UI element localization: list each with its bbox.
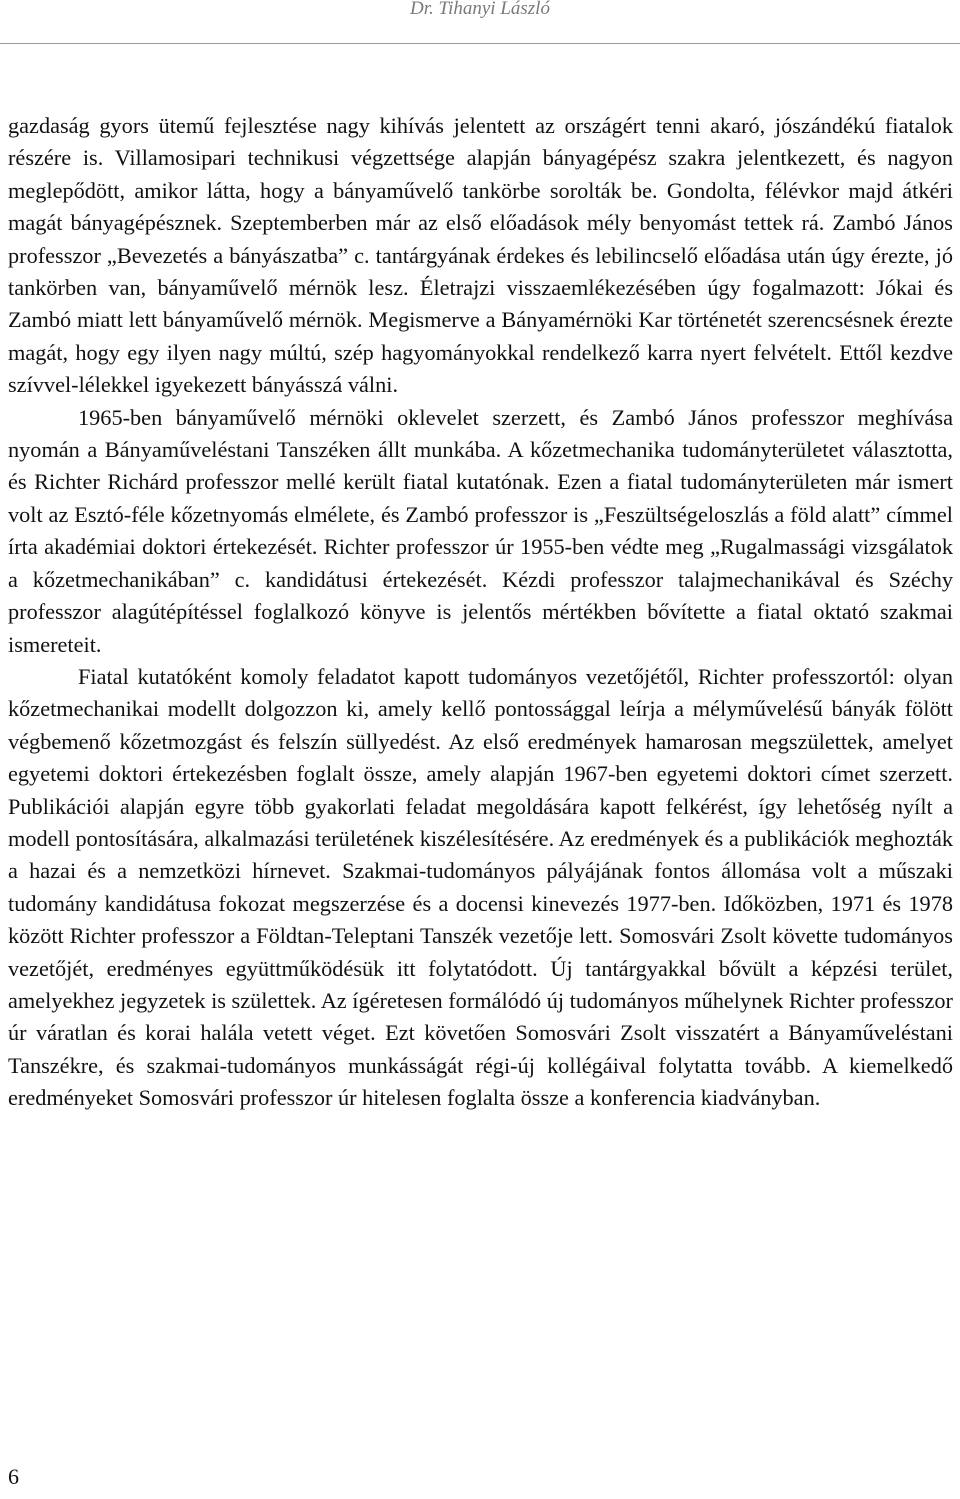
header-divider	[0, 43, 960, 44]
page-body	[8, 110, 953, 1115]
body-paragraph: Fiatal kutatóként komoly feladatot kapott tudományos vezetőjétől, Richter professzortól: olyan kőzetmechanikai modellt dolgozzon ki, amely kellő pontossággal leírja a mélyművelésű bányák fölött végbemenő kőzetmozgást és felszín süllyedést. Az első eredmények hamarosan megszülettek, amelyet egyetemi doktori értekezésben foglalt össze, amely alapján 1967-ben egyetemi doktori címet szerzett. Publikációi alapján egyre több gyakorlati feladat megoldására kapott felkérést, így lehetőség nyílt a modell pontosítására, alkalmazási területének kiszélesítésére. Az eredmények és a publikációk meghozták a hazai és a nemzetközi hírnevet. Szakmai-tudományos pályájának fontos állomása volt a műszaki tudomány kandidátusa fokozat megszerzése és a docensi kinevezés 1977-ben. Időközben, 1971 és 1978 között Richter professzor a Földtan-Teleptani Tanszék vezetője lett. Somosvári Zsolt követte tudományos vezetőjét, eredményes együttműködésük itt folytatódott. Új tantárgyakkal bővült a képzési terület, amelyekhez jegyzetek is születtek. Az ígéretesen formálódó új tudományos műhelynek Richter professzor úr váratlan és korai halála vetett véget. Ezt követően Somosvári Zsolt visszatért a Bányaműveléstani Tanszékre, és szakmai-tudományos munkásságát régi-új kollégáival folytatta tovább. A kiemelkedő eredményeket Somosvári professzor úr hitelesen foglalta össze a konferencia kiadványban.	[8, 663, 953, 1111]
page-header	[0, 0, 960, 44]
page-number: 6	[8, 1464, 19, 1489]
body-paragraph: gazdaság gyors ütemű fejlesztése nagy kihívás jelentett az országért tenni akaró, jószándékú fiatalok részére is. Villamosipari technikusi végzettsége alapján bányagépész szakra jelentkezett, és nagyon meglepődött, amikor látta, hogy a bányaművelő tankörbe sorolták be. Gondolta, félévkor majd átkéri magát bányagépésznek. Szeptemberben már az első előadások mély benyomást tettek rá. Zambó János professzor „Bevezetés a bányászatba” c. tantárgyának érdekes és lebilincselő előadása után úgy érezte, jó tankörben van, bányaművelő mérnök lesz. Életrajzi visszaemlékezésében úgy fogalmazott: Jókai és Zambó miatt lett bányaművelő mérnök. Megismerve a Bányamérnöki Kar történetét szerencsésnek érezte magát, hogy egy ilyen nagy múltú, szép hagyományokkal rendelkező karra nyert felvételt. Ettől kezdve szívvel-lélekkel igyekezett bányásszá válni.	[8, 113, 953, 398]
running-header-author: Dr. Tihanyi László	[410, 0, 550, 19]
body-paragraph: 1965-ben bányaművelő mérnöki oklevelet szerzett, és Zambó János professzor meghívása nyomán a Bányaműveléstani Tanszéken állt munkába. A kőzetmechanika tudományterületet választotta, és Richter Richárd professzor mellé került fiatal kutatónak. Ezen a fiatal tudományterületen már ismert volt az Esztó-féle kőzetnyomás elmélete, és Zambó professzor is „Feszültségeloszlás a föld alatt” címmel írta akadémiai doktori értekezését. Richter professzor úr 1955-ben védte meg „Rugalmassági vizsgálatok a kőzetmechanikában” c. kandidátusi értekezését. Kézdi professzor talajmechanikával és Széchy professzor alagútépítéssel foglalkozó könyve is jelentős mértékben bővítette a fiatal oktató szakmai ismereteit.	[8, 404, 953, 657]
